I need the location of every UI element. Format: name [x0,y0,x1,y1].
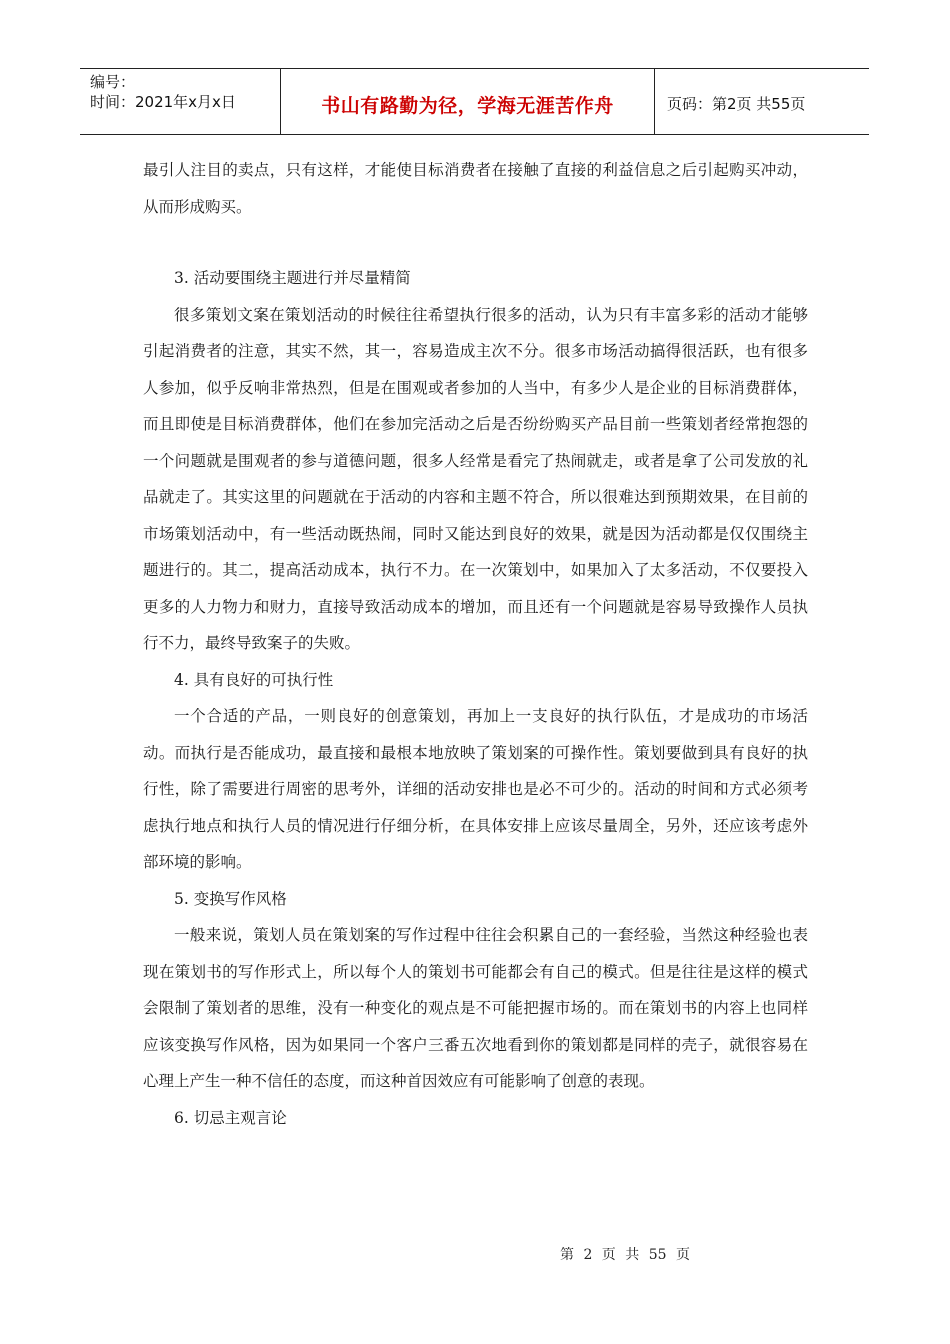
section-5-body: 一般来说，策划人员在策划案的写作过程中往往会积累自己的一套经验，当然这种经验也表现在策划书的写作形式上，所以每个人的策划书可能都会有自己的模式。但是往往是这样的模式会限制了策划者的思维，没有一种变化的观点是不可能把握市场的。而在策划书的内容上也同样应该变换写作风格，因为如果同一个客户三番五次地看到你的策划都是同样的壳子，就很容易在心理上产生一种不信任的态度，而这种首因效应有可能影响了创意的表现。 [143,926,808,1090]
document-date: 时间：2021年x月x日 [90,93,236,111]
header-meta [80,69,281,134]
section-3-body: 很多策划文案在策划活动的时候往往希望执行很多的活动，认为只有丰富多彩的活动才能够引起消费者的注意，其实不然，其一，容易造成主次不分。很多市场活动搞得很活跃，也有很多人参加，似乎反响非常热烈，但是在围观或者参加的人当中，有多少人是企业的目标消费群体，而且即使是目标消费群体，他们在参加完活动之后是否纷纷购买产品目前一些策划者经常抱怨的一个问题就是围观者的参与道德问题，很多人经常是看完了热闹就走，或者是拿了公司发放的礼品就走了。其实这里的问题就在于活动的内容和主题不符合，所以很难达到预期效果，在目前的市场策划活动中，有一些活动既热闹，同时又能达到良好的效果，就是因为活动都是仅仅围绕主题进行的。其二，提高活动成本，执行不力。在一次策划中，如果加入了太多活动，不仅要投入更多的人力物力和财力，直接导致活动成本的增加，而且还有一个问题就是容易导致操作人员执行不力，最终导致案子的失败。 [143,305,808,652]
section-3-heading: 3. 活动要围绕主题进行并尽量精简 [174,269,411,287]
section-4-body: 一个合适的产品，一则良好的创意策划，再加上一支良好的执行队伍，才是成功的市场活动。而执行是否能成功，最直接和最根本地放映了策划案的可操作性。策划要做到具有良好的执行性，除了需要进行周密的思考外，详细的活动安排也是必不可少的。活动的时间和方式必须考虑执行地点和执行人员的情况进行仔细分析，在具体安排上应该尽量周全，另外，还应该考虑外部环境的影响。 [143,707,808,871]
page-header [80,68,869,135]
header-motto: 书山有路勤为径，学海无涯苦作舟 [281,69,655,134]
document-body [143,152,808,1136]
header-page-info: 页码：第2页 共55页 [667,95,806,113]
intro-paragraph: 最引人注目的卖点，只有这样，才能使目标消费者在接触了直接的利益信息之后引起购买冲动，从而形成购买。 [143,161,808,216]
document-number-label: 编号： [90,73,136,91]
paragraph-gap [143,225,808,260]
page-footer: 第 2 页 共 55 页 [560,1247,690,1263]
section-5-heading: 5. 变换写作风格 [174,889,287,908]
section-6-heading: 6. 切忌主观言论 [174,1108,287,1127]
section-4-heading: 4. 具有良好的可执行性 [174,670,334,689]
